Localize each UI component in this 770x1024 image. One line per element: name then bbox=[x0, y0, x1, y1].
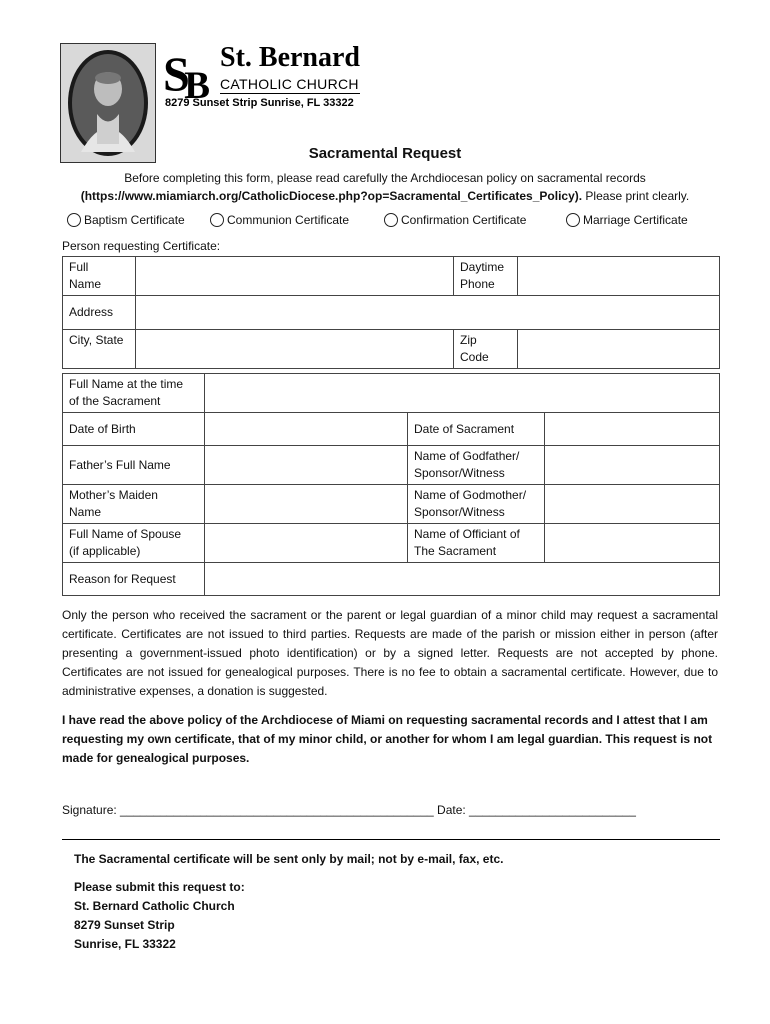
certificate-options bbox=[0, 213, 770, 231]
submit-address-line-3: Sunrise, FL 33322 bbox=[74, 937, 176, 951]
spouse-field[interactable] bbox=[205, 524, 408, 563]
svg-text:B: B bbox=[184, 65, 211, 102]
city-state-label: City, State bbox=[63, 330, 136, 369]
intro-tail: Please print clearly. bbox=[582, 189, 690, 203]
radio-marriage[interactable] bbox=[566, 213, 580, 227]
radio-baptism[interactable] bbox=[67, 213, 81, 227]
fathers-name-field[interactable] bbox=[205, 446, 408, 485]
godfather-label: Name of Godfather/ Sponsor/Witness bbox=[408, 446, 545, 485]
officiant-field[interactable] bbox=[545, 524, 720, 563]
church-address: 8279 Sunset Strip Sunrise, FL 33322 bbox=[165, 97, 354, 109]
header-divider bbox=[220, 93, 360, 94]
name-at-sacrament-label: Full Name at the time of the Sacrament bbox=[63, 374, 205, 413]
church-name: St. Bernard bbox=[220, 42, 360, 73]
option-communion-label: Communion Certificate bbox=[227, 213, 350, 227]
option-marriage[interactable] bbox=[566, 213, 688, 227]
godmother-label: Name of Godmother/ Sponsor/Witness bbox=[408, 485, 545, 524]
mothers-maiden-field[interactable] bbox=[205, 485, 408, 524]
zip-field[interactable] bbox=[518, 330, 720, 369]
reason-field[interactable] bbox=[205, 563, 720, 596]
attestation-paragraph: I have read the above policy of the Archdiocese of Miami on requesting sacramental records and I attest that I am requesting my own certificate, that of my minor child, or another for whom I am legal guardian. This request is not made for genealogical purposes. bbox=[62, 713, 713, 765]
address-field[interactable] bbox=[136, 296, 720, 330]
policy-paragraph: Only the person who received the sacrament or the parent or legal guardian of a minor child may request a sacramental certificate. Certificates are not issued to third parties. Requests are made of the parish or mission either in person (after presenting a government-issued photo identification) or by a signed letter. Requests are not accepted by phone. Certificates are not issued for genealogical purposes. There is no fee to obtain a sacramental certificate. However, due to administrative expenses, a donation is suggested. bbox=[62, 608, 718, 698]
godfather-field[interactable] bbox=[545, 446, 720, 485]
city-state-field[interactable] bbox=[136, 330, 454, 369]
submit-address-line-2: 8279 Sunset Strip bbox=[74, 918, 175, 932]
submit-to-label: Please submit this request to: bbox=[74, 880, 245, 894]
full-name-field[interactable] bbox=[136, 257, 454, 296]
option-baptism-label: Baptism Certificate bbox=[84, 213, 185, 227]
option-communion[interactable] bbox=[210, 213, 349, 227]
option-confirmation-label: Confirmation Certificate bbox=[401, 213, 527, 227]
sacrament-table bbox=[62, 373, 720, 596]
intro-line-1: Before completing this form, please read carefully the Archdiocesan policy on sacramental records bbox=[124, 171, 646, 185]
footer-divider bbox=[62, 839, 720, 840]
radio-confirmation[interactable] bbox=[384, 213, 398, 227]
person-section-label: Person requesting Certificate: bbox=[62, 239, 221, 253]
full-name-label: Full Name bbox=[63, 257, 136, 296]
svg-text:S: S bbox=[163, 48, 190, 102]
daytime-phone-field[interactable] bbox=[518, 257, 720, 296]
date-of-sacrament-field[interactable] bbox=[545, 413, 720, 446]
date-of-sacrament-label: Date of Sacrament bbox=[408, 413, 545, 446]
reason-label: Reason for Request bbox=[63, 563, 205, 596]
church-subtitle: CATHOLIC CHURCH bbox=[220, 76, 359, 92]
fathers-name-label: Father’s Full Name bbox=[63, 446, 205, 485]
requester-table bbox=[62, 256, 720, 369]
date-of-birth-field[interactable] bbox=[205, 413, 408, 446]
zip-label: Zip Code bbox=[454, 330, 518, 369]
radio-communion[interactable] bbox=[210, 213, 224, 227]
option-confirmation[interactable] bbox=[384, 213, 526, 227]
date-of-birth-label: Date of Birth bbox=[63, 413, 205, 446]
spouse-label: Full Name of Spouse (if applicable) bbox=[63, 524, 205, 563]
name-at-sacrament-field[interactable] bbox=[205, 374, 720, 413]
submit-address-line-1: St. Bernard Catholic Church bbox=[74, 899, 235, 913]
policy-link[interactable]: (https://www.miamiarch.org/CatholicDiocese.php?op=Sacramental_Certificates_Policy). bbox=[80, 189, 583, 203]
officiant-label: Name of Officiant of The Sacrament bbox=[408, 524, 545, 563]
option-marriage-label: Marriage Certificate bbox=[583, 213, 688, 227]
form-title: Sacramental Request bbox=[308, 145, 462, 162]
signature-date-line[interactable]: Signature: _______________________________________________ Date: _________________________ bbox=[62, 803, 636, 817]
daytime-phone-label: Daytime Phone bbox=[454, 257, 518, 296]
mothers-maiden-label: Mother’s Maiden Name bbox=[63, 485, 205, 524]
godmother-field[interactable] bbox=[545, 485, 720, 524]
intro-line-2 bbox=[0, 189, 770, 203]
mail-note: The Sacramental certificate will be sent only by mail; not by e-mail, fax, etc. bbox=[74, 852, 504, 866]
address-label: Address bbox=[63, 296, 136, 330]
option-baptism[interactable] bbox=[67, 213, 185, 227]
